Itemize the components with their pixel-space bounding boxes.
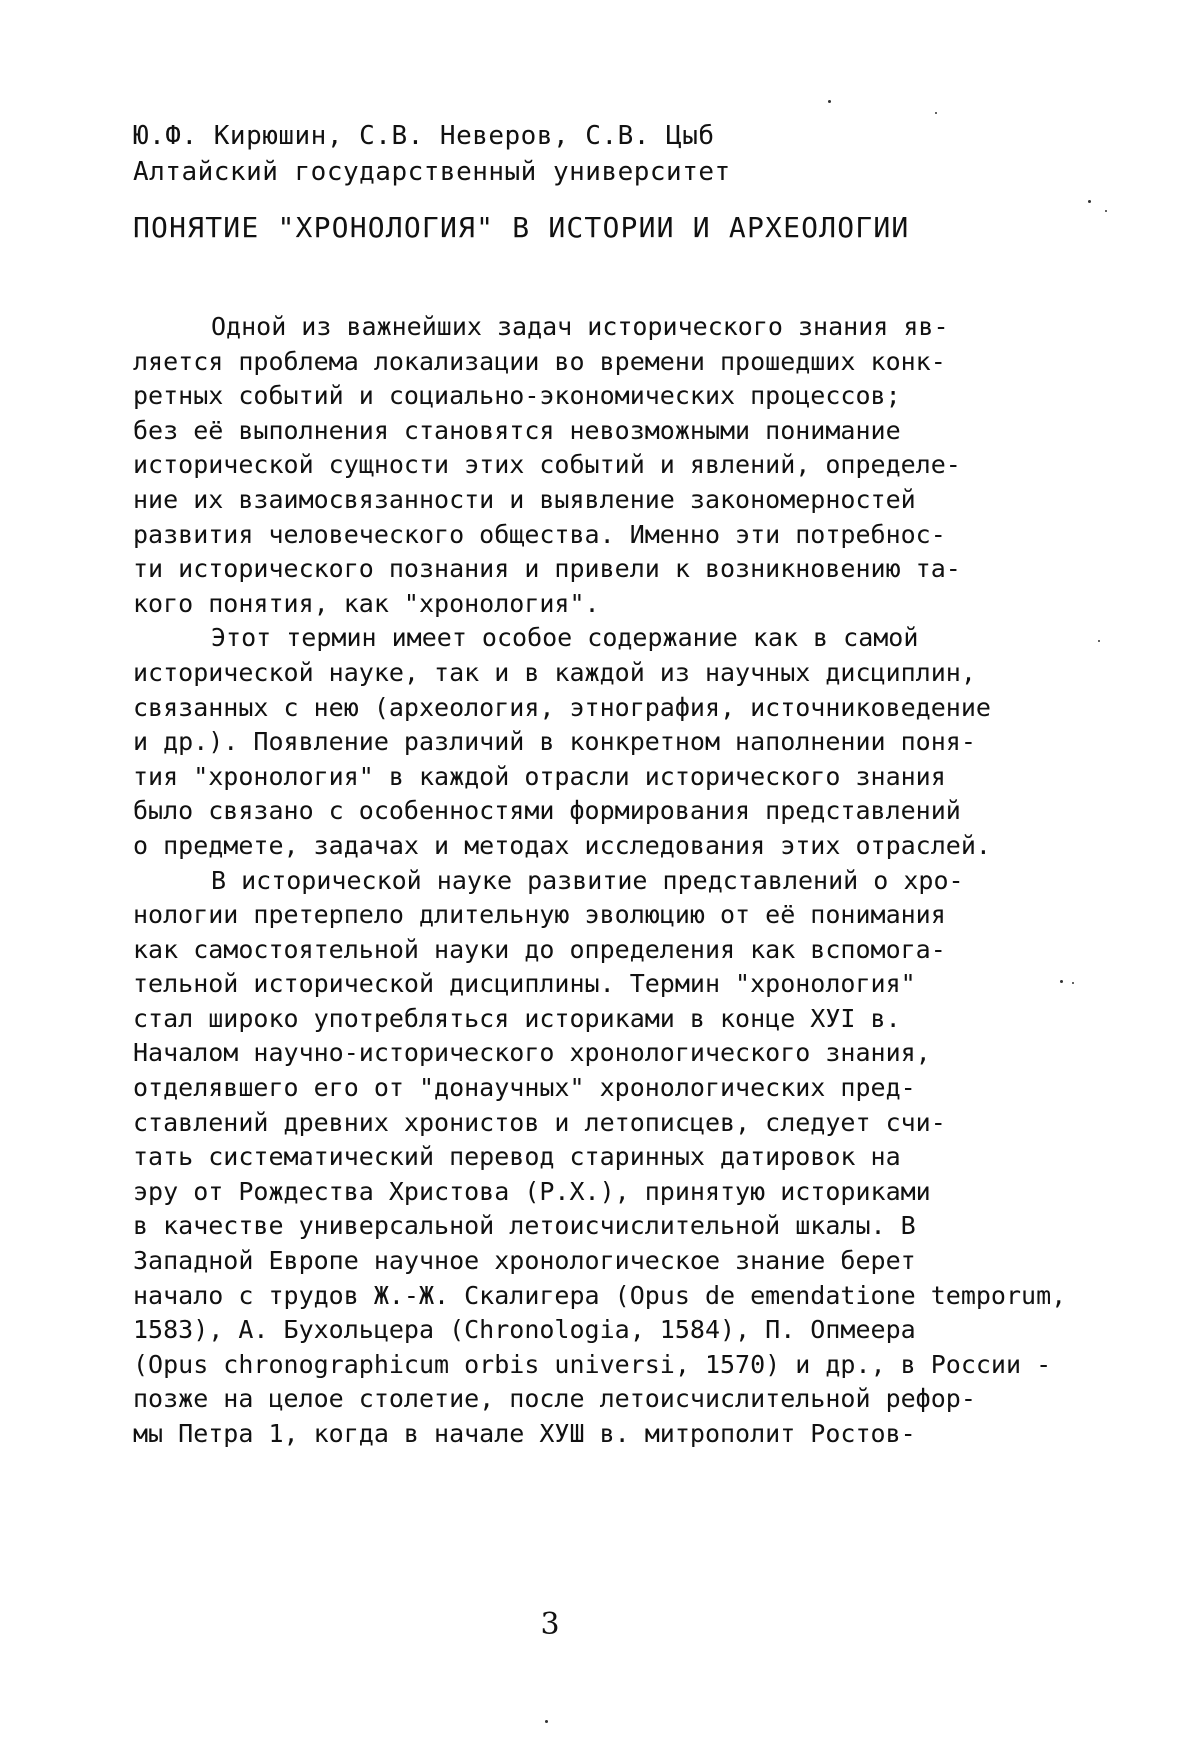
text-line: о предмете, задачах и методах исследования этих отраслей. [133, 830, 991, 860]
text-line: отделявшего его от "донаучных" хронологических пред- [133, 1073, 916, 1103]
article-header [133, 118, 1133, 248]
text-line: мы Петра 1, когда в начале ХУШ в. митрополит Ростов- [133, 1419, 916, 1448]
text-line: тельной исторической дисциплины. Термин "хронология" [133, 969, 916, 999]
text-line: в качестве универсальной летоисчислительной шкалы. В [133, 1211, 916, 1241]
text-line: Началом научно-исторического хронологического знания, [133, 1038, 931, 1068]
scan-speck [935, 112, 937, 114]
scan-speck [1105, 210, 1107, 212]
text-line: ляется проблема локализации во времени прошедших конк- [133, 346, 946, 376]
scan-speck [1060, 980, 1063, 983]
text-line: позже на целое столетие, после летоисчислительной рефор- [133, 1384, 976, 1414]
text-line: Этот термин имеет особое содержание как в самой [211, 623, 919, 653]
scan-speck [1072, 982, 1074, 984]
page-number: 3 [540, 1607, 560, 1642]
text-line: начало с трудов Ж.-Ж. Скалигера (Opus de emendatione temporum, [133, 1280, 1067, 1310]
text-line: и др.). Появление различий в конкретном наполнении поня- [133, 727, 976, 757]
text-line: Западной Европе научное хронологическое знание берет [133, 1246, 916, 1276]
text-line: Одной из важнейших задач исторического знания яв- [211, 312, 949, 341]
scan-speck [828, 100, 831, 103]
affiliation-line: Алтайский государственный университет [133, 157, 731, 187]
scan-speck [545, 1720, 548, 1723]
text-line: (Opus chronographicum orbis universi, 1570) и др., в России - [133, 1349, 1052, 1379]
text-line: без её выполнения становятся невозможными понимание [133, 415, 901, 445]
text-line: связанных с нею (археология, этнография, источниковедение [133, 692, 991, 722]
text-line: стал широко употребляться историками в конце ХУI в. [133, 1003, 901, 1033]
scan-speck [1088, 200, 1091, 203]
text-line: нологии претерпело длительную эволюцию от её понимания [133, 900, 946, 930]
text-line: ние их взаимосвязанности и выявление закономерностей [133, 484, 916, 514]
text-line: ставлений древних хронистов и летописцев, следует счи- [133, 1107, 946, 1137]
text-line: ти исторического познания и привели к возникновению та- [133, 554, 961, 584]
text-line: исторической сущности этих событий и явлений, определе- [133, 450, 961, 480]
text-line: как самостоятельной науки до определения как вспомога- [133, 934, 946, 964]
text-line: тия "хронология" в каждой отрасли исторического знания [133, 761, 946, 791]
text-line: развития человеческого общества. Именно эти потребнос- [133, 519, 946, 549]
scan-speck [1098, 640, 1100, 642]
text-line: эру от Рождества Христова (Р.Х.), принятую историками [133, 1176, 931, 1206]
text-line: было связано с особенностями формирования представлений [133, 796, 961, 826]
text-line: ретных событий и социально-экономических процессов; [133, 381, 901, 411]
text-line: 1583), А. Бухольцера (Chronologia, 1584), П. Опмеера [133, 1315, 916, 1345]
authors-line: Ю.Ф. Кирюшин, С.В. Неверов, С.В. Цыб [133, 121, 715, 151]
text-line: тать систематический перевод старинных датировок на [133, 1142, 901, 1172]
article-title: ПОНЯТИЕ "ХРОНОЛОГИЯ" В ИСТОРИИ И АРХЕОЛОГИИ [133, 211, 910, 244]
text-line: В исторической науке развитие представлений о хро- [211, 865, 964, 895]
text-line: кого понятия, как "хронология". [133, 588, 600, 618]
text-line: исторической науке, так и в каждой из научных дисциплин, [133, 657, 976, 687]
body-text [133, 310, 1073, 1452]
